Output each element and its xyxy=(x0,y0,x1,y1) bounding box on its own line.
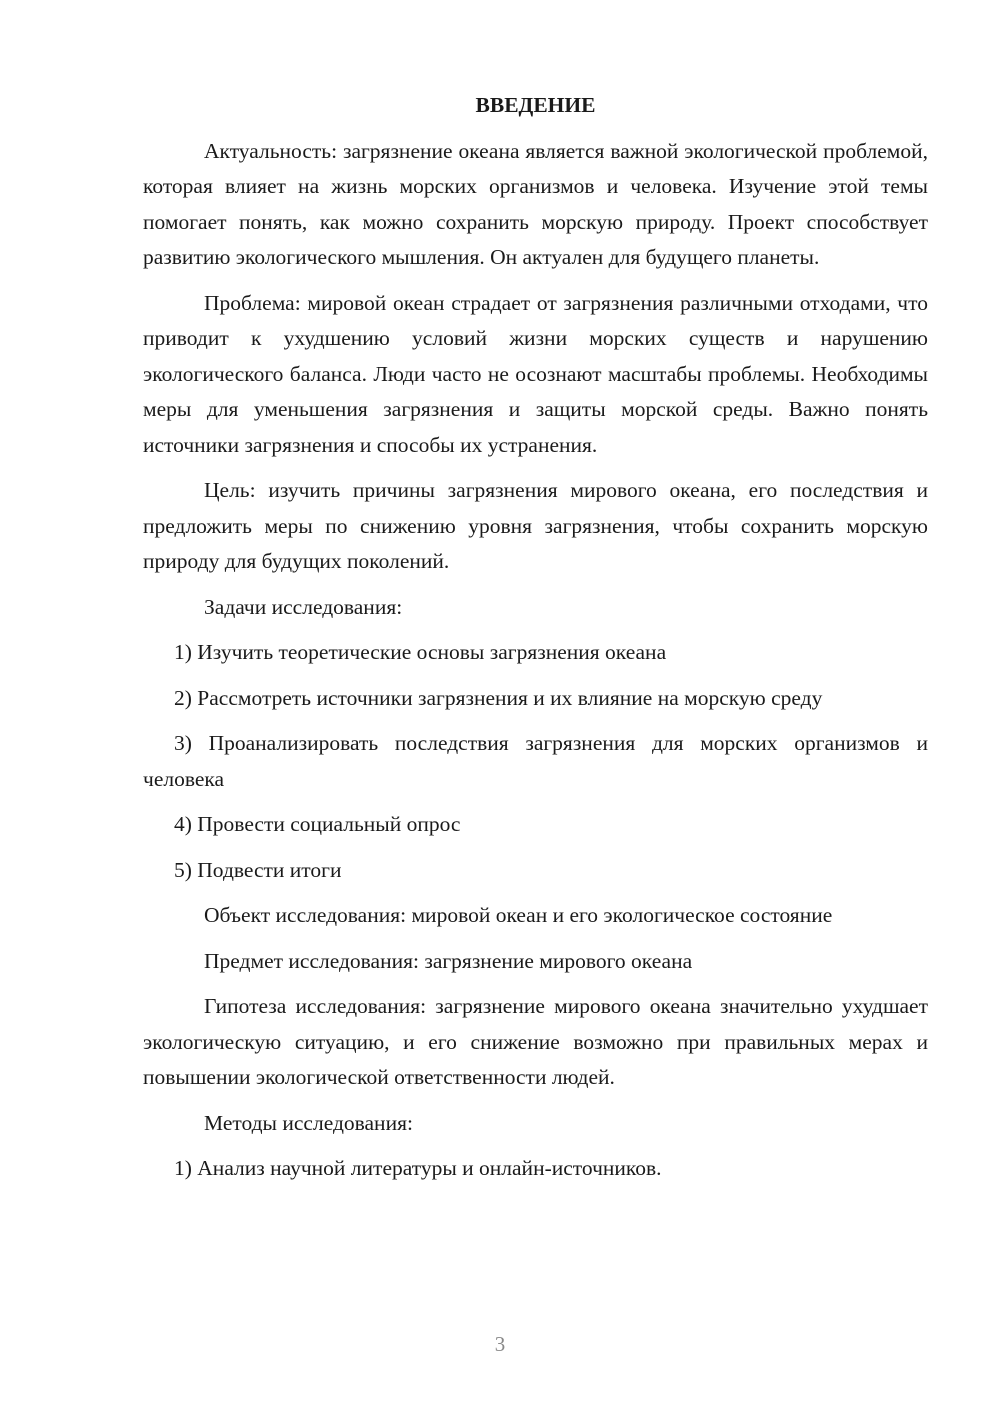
tasks-heading: Задачи исследования: xyxy=(204,594,403,619)
problem-paragraph: Проблема: мировой океан страдает от загрязнения различными отходами, что приводит к ухудшению условий жизни морских существ и нарушению экологического баланса. Люди часто не осознают масштабы проблемы. Необходимы меры для уменьшения загрязнения и защиты морской среды. Важно понять источники загрязнения и способы их устранения. xyxy=(143,290,928,457)
task-item: 3) Проанализировать последствия загрязнения для морских организмов и человека xyxy=(143,731,928,791)
subject-paragraph: Предмет исследования: загрязнение мирового океана xyxy=(204,948,693,973)
task-item: 5) Подвести итоги xyxy=(174,857,342,882)
methods-heading: Методы исследования: xyxy=(204,1110,413,1135)
document-page xyxy=(143,88,928,1197)
task-item: 4) Провести социальный опрос xyxy=(174,812,461,836)
task-item: 1) Изучить теоретические основы загрязнения океана xyxy=(174,640,667,664)
method-item: 1) Анализ научной литературы и онлайн-источников. xyxy=(174,1156,662,1180)
goal-paragraph: Цель: изучить причины загрязнения мирового океана, его последствия и предложить меры по снижению уровня загрязнения, чтобы сохранить морскую природу для будущих поколений. xyxy=(143,478,928,573)
object-paragraph: Объект исследования: мировой океан и его экологическое состояние xyxy=(204,903,833,927)
task-item: 2) Рассмотреть источники загрязнения и их влияние на морскую среду xyxy=(174,685,823,710)
hypothesis-paragraph: Гипотеза исследования: загрязнение мирового океана значительно ухудшает экологическую ситуацию, и его снижение возможно при правильных мерах и повышении экологической ответственности людей. xyxy=(143,994,928,1089)
page-number: 3 xyxy=(494,1332,506,1356)
relevance-paragraph: Актуальность: загрязнение океана является важной экологической проблемой, которая влияет на жизнь морских организмов и человека. Изучение этой темы помогает понять, как можно сохранить морскую природу. Проект способствует развитию экологического мышления. Он актуален для будущего планеты. xyxy=(143,138,928,269)
page-title: ВВЕДЕНИЕ xyxy=(475,93,596,117)
